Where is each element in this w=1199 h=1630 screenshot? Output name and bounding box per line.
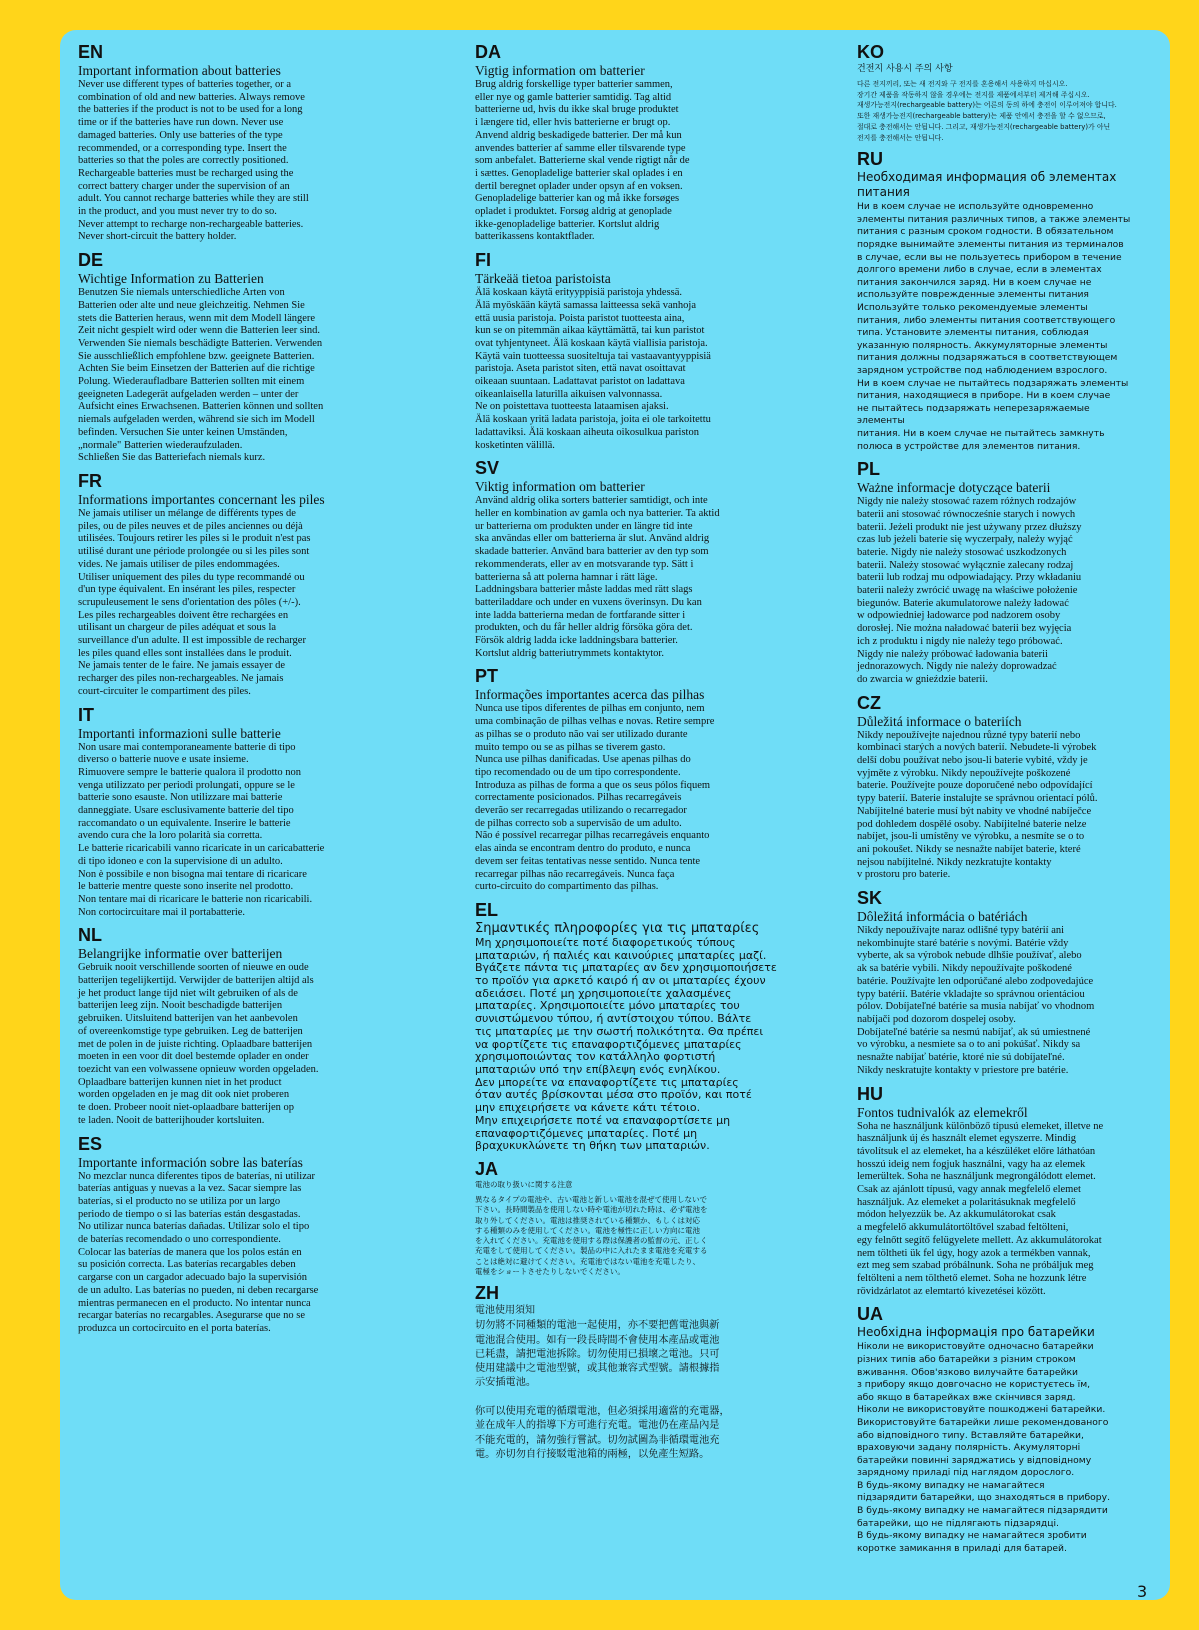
language-code: FR [78, 470, 102, 491]
language-code: PL [857, 459, 881, 480]
section-body: Använd aldrig olika sorters batterier samtidigt, och inte heller en kombination av gamla och nya batterier. Ta aktid ur batterierna om produkten under en längre tid inte ska användas eller om batterierna är slut. Använd aldrig skadade batterier. Använd bara batterier av den typ som rekommenderats, eller av en motsvarande typ. Sätt i batterierna så att polerna hamnar i rätt läge. Laddningsbara batterier måste laddas med rätt slags batteriladdare och under en vuxens överinsyn. Du kan inte ladda batterierna medan de fortfarande sitter i produkten, och du får heller aldrig försöka göra det. Försök aldrig ladda icke laddningsbara batterier. Kortslut aldrig batteriutrymmets kontaktytor. [475, 495, 720, 659]
language-code: EL [475, 899, 499, 920]
section-title: Ważne informacje dotyczące baterii [857, 480, 1051, 496]
section-body: Brug aldrig forskellige typer batterier sammen, eller nye og gamle batterier samtidig. Tag altid batterierne ud, hvis du ikke skal bruge produktet i længere tid, eller hvis batterierne er brugt op. Anvend aldrig beskadigede batterier. Der må kun anvendes batterier af samme eller tilsvarende type som anbefalet. Batterierne skal vende rigtigt når de i sættes. Genopladelige batterier skal oplades i en dertil beregnet oplader under opsyn af en voksen. Genopladelige batterier kan og må ikke forsøges opladet i produktet. Forsøg aldrig at genoplade ikke-genopladelige batterier. Kortslut aldrig batterikassens kontaktflader. [475, 79, 690, 243]
language-code: JA [475, 1158, 499, 1179]
section-ko [857, 42, 1139, 143]
section-title: Tärkeää tietoa paristoista [475, 271, 611, 287]
section-body: Nikdy nepoužívejte najednou různé typy baterií nebo kombinaci starých a nových baterií. Nebudete-li výrobek delší dobu používat nebo jsou-li baterie vybité, vždy je vyjměte z výrobku. Nikdy nepoužívejte poškozené baterie. Používejte pouze doporučené nebo odpovídající typy baterií. Baterie instalujte se správnou orientací pólů. Nabíjitelné baterie musí být nabity ve vhodné nabíječce pod dohledem dospělé osoby. Nabíjitelné baterie nelze nabíjet, jsou-li umístěny ve výrobku, a nesmíte se o to ani pokoušet. Nikdy se nesnažte nabíjet baterie, které nejsou nabíjitelné. Nikdy nezkratujte kontakty v prostoru pro baterie. [857, 729, 1098, 881]
section-body: Soha ne használjunk különböző típusú elemeket, illetve ne használjunk új és használt elemet egyszerre. Mindig távolítsuk el az elemeket, ha a készüléket előre láthatóan hosszú ideig nem fogjuk használni, vagy ha az elemek lemerültek. Soha ne használjunk megrongálódott elemet. Csak az ajánlott típusú, vagy annak megfelelő elemet használjuk. Az elemeket a polaritásuknak megfelelő módon helyezzük be. Az akkumulátorokat csak a megfelelő akkumulátortöltővel szabad feltölteni, egy felnőtt segítő felügyelete mellett. Az akkumulátorokat nem töltheti ük fel úgy, hogy azok a termékben vannak, ezt meg sem szabad próbálnunk. Soha ne próbáljuk meg feltölteni a nem tölthető elemet. Soha ne hozzunk létre rövidzárlatot az elemtartó kivezetései között. [857, 1120, 1104, 1297]
section-el [475, 900, 785, 1153]
section-body: 切勿將不同種類的電池一起使用，亦不要把舊電池與新 電池混合使用。如有一段長時間不會使用本產品或電池 已耗盡，請把電池拆除。切勿使用已損壞之電池。只可 使用建議中之電池型號，或其他兼容式型號。請根據指 示安插電池。 你可以使用充電的循環電池，但必須採用適當的充電器， 並在成年人的指導下方可進行充電。電池仍在產品內是 不能充電的，請勿強行嘗試。切勿試圖為非循環電池充 電。亦切勿自行接駁電池箱的兩極，以免產生短路。 [475, 1320, 730, 1460]
section-en [78, 42, 360, 244]
column-2 [475, 42, 785, 1468]
section-ru [857, 149, 1139, 453]
section-body: Never use different types of batteries together, or a combination of old and new batteries. Always remove the batteries if the product is not to be used for a long time or if the batteries have run down. Never use damaged batteries. Only use batteries of the type recommended, or a corresponding type. Insert the batteries so that the poles are correctly positioned. Rechargeable batteries must be recharged using the correct battery charger under the supervision of an adult. You cannot recharge batteries while they are still in the product, and you must never try to do so. Never attempt to recharge non-rechargeable batteries. Never short-circuit the battery holder. [78, 79, 309, 243]
language-code: SV [475, 458, 500, 479]
language-code: IT [78, 704, 94, 725]
section-title: Viktig information om batterier [475, 479, 645, 495]
section-da [475, 42, 785, 244]
section-title: Informations importantes concernant les piles [78, 491, 325, 507]
language-code: SK [857, 888, 883, 909]
section-title: Importanti informazioni sulle batterie [78, 725, 281, 741]
section-title: Wichtige Information zu Batterien [78, 271, 264, 287]
info-panel [60, 30, 1170, 1600]
section-body: Ne jamais utiliser un mélange de différents types de piles, ou de piles neuves et de piles anciennes ou déjà utilisées. Toujours retirer les piles si le produit n'est pas utilisé durant une période prolongée ou si les piles sont vides. Ne jamais utiliser de piles endommagées. Utiliser uniquement des piles du type recommandé ou d'un type équivalent. En insérant les piles, respecter scrupuleusement le sens d'orientation des pôles (+/-). Les piles rechargeables doivent être rechargées en utilisant un chargeur de piles adéquat et sous la surveillance d'un adulte. Il est impossible de recharger les piles quand elles sont installées dans le produit. Ne jamais tenter de le faire. Ne jamais essayer de recharger des piles non-rechargeables. Ne jamais court-circuiter le compartiment des piles. [78, 507, 311, 697]
section-body: 다른 전지끼리, 또는 새 전지와 구 전지를 혼용해서 사용하지 마십시오. 장기간 제품을 작동하지 않을 경우에는 전지를 제품에서부터 제거해 주십시오. 재생가능전지(rechargeable battery)는 어른의 동의 하에 충전이 이루어져야 합니다. 또한 재생가능전지(rechargeable battery)는 제품 안에서 충전을 할 수 없으므로, 절대로 충전해서는 안됩니다. 그리고, 재생가능전지(rechargeable battery)가 아닌 전지를 충전해서는 안됩니다. [857, 80, 1117, 142]
section-title: Important information about batteries [78, 63, 281, 78]
section-fi [475, 250, 785, 452]
section-ja [475, 1159, 785, 1277]
language-code: EN [78, 42, 104, 62]
section-title: Informações importantes acerca das pilhas [475, 687, 705, 703]
section-title: Belangrijke informatie over batterijen [78, 946, 283, 962]
section-title: Importante información sobre las baterías [78, 1154, 303, 1170]
section-body: Nikdy nepoužívajte naraz odlišné typy batérií ani nekombinujte staré batérie s novými. Batérie vždy vyberte, ak sa výrobok nebude dlhšie používať, alebo ak sa batérie vybili. Nikdy nepoužívajte poškodené batérie. Používajte len odporúčané alebo zodpovedajúce typy batérií. Batérie vkladajte so správnou orientáciou pólov. Dobíjateľné batérie sa musia nabíjať vo vhodnom nabíjači pod dozorom dospelej osoby. Dobíjateľné batérie sa nesmú nabíjať, ak sú umiestnené vo výrobku, a nesmiete sa o to ani pokúšať. Nikdy sa nesnažte nabíjať batérie, ktoré nie sú dobíjateľné. Nikdy neskratujte kontakty v priestore pre batérie. [857, 925, 1095, 1076]
section-title: 건전지 사용시 주의 사항 [857, 64, 953, 74]
section-body: Ни в коем случае не используйте одновременно элементы питания различных типов, а также элементы питания с разным сроком годности. В обязательном порядке вынимайте элементы питания из терминалов в случае, если вы не пользуетесь прибором в течение долгого времени либо в случае, если в элементах питания закончился заряд. Ни в коем случае не используйте поврежденные элементы питания Используйте только рекомендуемые элементы питания, либо элементы питания соответствующего типа. Установите элементы питания, соблюдая указанную полярность. Аккумуляторные элементы питания должны подзаряжаться в соответствующем зарядном устройстве под наблюдением взрослого. Ни в коем случае не пытайтесь подзаряжать элементы питания, находящиеся в приборе. Ни в коем случае не пытайтесь подзаряжать неперезаряжаемые элементы питания. Ни в коем случае не пытайтесь замкнуть полюса в устройстве для элементов питания. [857, 201, 1131, 452]
section-title: Důležitá informace o bateriích [857, 713, 1022, 729]
section-body: Nigdy nie należy stosować razem różnych rodzajów baterii ani stosować równocześnie starych i nowych baterii. Jeżeli produkt nie jest używany przez dłuższy czas lub jeżeli baterie się wyczerpały, należy wyjąć baterie. Nigdy nie należy stosować uszkodzonych baterii. Należy stosować wyłącznie zalecany rodzaj baterii lub rodzaj mu odpowiadający. Przy wkładaniu baterii należy zwrócić uwagę na właściwe położenie biegunów. Baterie akumulatorowe należy ładować w odpowiedniej ładowarce pod nadzorem osoby dorosłej. Nie można naładować baterii bez wyjęcia ich z produktu i nigdy nie należy tego próbować. Nigdy nie należy próbować ładowania baterii jednorazowych. Nigdy nie należy doprowadzać do zwarcia w gnieździe baterii. [857, 496, 1082, 685]
language-code: DA [475, 42, 501, 62]
section-de [78, 250, 360, 465]
section-title: Fontos tudnivalók az elemekről [857, 1104, 1028, 1120]
section-body: 異なるタイプの電池や、古い電池と新しい電池を混ぜて使用しないで 下さい。長時間製品を使用しない時や電池が切れた時は、必ず電池を 取り外してください。電池は推奨されている種類か、もしくは対応 する種類のみを使用してください。電池を極性に正しい方向に電池 を入れてください。充電池を使用する際は保護者の監督の元、正しく 充電をして使用してください。製品の中に入れたまま電池を充電する ことは絶対に避けてください。充電池ではない電池を充電したり、 電極をショートさせたりしないでください。 [475, 1194, 708, 1276]
section-body: Benutzen Sie niemals unterschiedliche Arten von Batterien oder alte und neue gleichzeitig. Nehmen Sie stets die Batterien heraus, wenn mit dem Modell längere Zeit nicht gespielt wird oder wenn die Batterien leer sind. Verwenden Sie niemals beschädigte Batterien. Verwenden Sie ausschließlich empfohlene bzw. geeignete Batterien. Achten Sie beim Einsetzen der Batterien auf die richtige Polung. Wiederaufladbare Batterien sollten mit einem geeigneten Ladegerät aufgeladen werden – unter der Aufsicht eines Erwachsenen. Batterien können und sollten niemals aufgeladen werden, während sie sich im Modell befinden. Versuchen Sie unter keinen Umständen, „normale" Batterien wiederaufzuladen. Schließen Sie das Batteriefach niemals kurz. [78, 287, 324, 464]
section-body: No mezclar nunca diferentes tipos de baterías, ni utilizar baterías antiguas y nuevas a la vez. Sacar siempre las baterías, si el producto no se utiliza por un largo periodo de tiempo o si las baterías están desgastadas. No utilizar nunca baterías dañadas. Utilizar solo el tipo de baterías recomendado o uno correspondiente. Colocar las baterías de manera que los polos están en su posición correcta. Las baterías recargables deben cargarse con un cargador adecuado bajo la supervisión de un adulto. Las baterías no pueden, ni deben recargarse mientras permanecen en el producto. No intentar nunca recargar baterías no recargables. Asegurarse que no se produzca un cortocircuito en el porta baterías. [78, 1170, 319, 1334]
language-code: CZ [857, 692, 881, 713]
column-1 [78, 42, 360, 1342]
language-code: KO [857, 42, 884, 62]
section-pl [857, 459, 1139, 687]
section-body: Nunca use tipos diferentes de pilhas em conjunto, nem uma combinação de pilhas velhas e novas. Retire sempre as pilhas se o produto não vai ser utilizado durante muito tempo ou se as pilhas se tiverem gasto. Nunca use pilhas danificadas. Use apenas pilhas do tipo recomendado ou de um tipo correspondente. Introduza as pilhas de forma a que os seus pólos fiquem correctamente posicionados. Pilhas recarregáveis deverão ser recarregadas utilizando o recarregador de pilhas correcto sob a supervisão de um adulto. Não é possível recarregar pilhas recarregáveis enquanto elas ainda se encontram dentro do produto, e nunca devem ser feitas tentativas nesse sentido. Nunca tente recarregar pilhas não recarregáveis. Nunca faça curto-circuito do compartimento das pilhas. [475, 703, 715, 893]
section-body: Μη χρησιμοποιείτε ποτέ διαφορετικούς τύπους μπαταριών, ή παλιές και καινούριες μπαταρίες μαζί. Βγάζετε πάντα τις μπαταρίες αν δεν χρησιμοποιήσετε το προϊόν για αρκετό καιρό ή αν οι μπαταρίες έχουν αδειάσει. Ποτέ μη χρησιμοποιείτε χαλασμένες μπαταρίες. Χρησιμοποιείτε μόνο μπαταρίες του συνιστώμενου τύπου, ή αντίστοιχου τύπου. Βάλτε τις μπαταρίες με την σωστή πολικότητα. Θα πρέπει να φορτίζετε τις επαναφορτιζόμενες μπαταρίες χρησιμοποιώντας τον κατάλληλο φορτιστή μπαταριών υπό την επίβλεψη ενός ενηλίκου. Δεν μπορείτε να επαναφορτίζετε τις μπαταρίες όταν αυτές βρίσκονται μέσα στο προϊόν, και ποτέ μην επιχειρήσετε να κάνετε κάτι τέτοιο. Μην επιχειρήσετε ποτέ να επαναφορτίσετε μη επαναφορτιζόμενες μπαταρίες. Ποτέ μη βραχυκυκλώνετε τη θήκη των μπαταριών. [475, 935, 777, 1153]
language-code: DE [78, 250, 104, 271]
language-code: PT [475, 666, 499, 687]
section-it [78, 705, 360, 920]
language-code: ES [78, 1133, 103, 1154]
section-fr [78, 471, 360, 699]
column-3 [857, 42, 1139, 1561]
section-hu [857, 1084, 1139, 1299]
section-title: Dôležitá informácia o batériách [857, 909, 1028, 925]
language-code: ZH [475, 1283, 499, 1304]
language-code: NL [78, 925, 102, 946]
section-zh [475, 1283, 785, 1462]
language-code: HU [857, 1083, 883, 1104]
section-sv [475, 458, 785, 660]
section-title: 電池使用須知 [475, 1305, 535, 1317]
language-code: RU [857, 149, 883, 170]
section-ua [857, 1304, 1139, 1555]
section-title: Vigtig information om batterier [475, 63, 645, 78]
section-title: Необходимая информация об элементах питания [857, 170, 1117, 200]
page-number: 3 [1137, 1582, 1148, 1601]
section-body: Ніколи не використовуйте одночасно батарейки різних типів або батарейки з різним строком вживання. Обов'язково вилучайте батарейки з прибору якщо довгочасно не користуєтесь їм, або якщо в батарейках вже скінчився заряд. Ніколи не використовуйте пошкоджені батарейки. Використовуйте батарейки лише рекомендованого або відповідного типу. Вставляйте батарейки, враховуючи задану полярність. Акумуляторні батарейки повинні заряджатись у відповідному зарядному приладі під наглядом дорослого. В будь-якому випадку не намагайтеся підзарядити батарейки, що знаходяться в прибору. В будь-якому випадку не намагайтеся підзарядити батарейки, що не підлягають підзарядці. В будь-якому випадку не намагайтеся зробити коротке замикання в приладі для батарей. [857, 1341, 1110, 1554]
section-title: Σημαντικές πληροφορίες για τις μπαταρίες [475, 920, 760, 936]
section-nl [78, 925, 360, 1127]
language-code: FI [475, 250, 491, 271]
section-title: Необхідна інформація про батарейки [857, 1325, 1095, 1340]
section-pt [475, 666, 785, 894]
section-title: 電池の取り扱いに関する注意 [475, 1179, 573, 1189]
section-es [78, 1134, 360, 1336]
section-body: Älä koskaan käytä erityyppisiä paristoja yhdessä. Älä myöskään käytä samassa laitteessa sekä vanhoja että uusia paristoja. Poista paristot tuotteesta aina, kun se on pitemmän aikaa käyttämättä, tai kun paristot ovat tyhjentyneet. Älä koskaan käytä viallisia paristoja. Käytä vain tuotteessa suositeltuja tai vastaavantyyppisiä paristoja. Aseta paristot siten, että navat osoittavat oikeaan suuntaan. Ladattavat paristot on ladattava oikeanlaisella laturilla aikuisen valvonnassa. Ne on poistettava tuotteesta lataamisen ajaksi. Älä koskaan yritä ladata paristoja, joita ei ole tarkoitettu ladattaviksi. Älä koskaan aiheuta oikosulkua pariston kosketinten välillä. [475, 287, 711, 451]
section-body: Gebruik nooit verschillende soorten of nieuwe en oude batterijen tegelijkertijd. Verwijder de batterijen altijd als je het product lange tijd niet wilt gebruiken of als de batterijen leeg zijn. Nooit beschadigde batterijen gebruiken. Uitsluitend batterijen van het aanbevolen of overeenkomstige type gebruiken. Leg de batterijen met de polen in de juiste richting. Oplaadbare batterijen moeten in een voor dit doel bestemde oplader en onder toezicht van een volwassene opnieuw worden opgeladen. Oplaadbare batterijen kunnen niet in het product worden opgeladen en je mag dit ook niet proberen te doen. Probeer nooit niet-oplaadbare batterijen op te laden. Nooit de batterijhouder kortsluiten. [78, 962, 319, 1126]
section-sk [857, 888, 1139, 1077]
section-cz [857, 693, 1139, 882]
section-body: Non usare mai contemporaneamente batterie di tipo diverso o batterie nuove e usate insieme. Rimuovere sempre le batterie qualora il prodotto non venga utilizzato per periodi prolungati, oppure se le batterie sono esauste. Non utilizzare mai batterie danneggiate. Usare esclusivamente batterie del tipo raccomandato o un equivalente. Inserire le batterie avendo cura che la loro polarità sia corretta. Le batterie ricaricabili vanno ricaricate in un caricabatterie di tipo idoneo e con la supervisione di un adulto. Non è possibile e non bisogna mai tentare di ricaricare le batterie mentre queste sono inserite nel prodotto. Non tentare mai di ricaricare le batterie non ricaricabili. Non cortocircuitare mai il portabatterie. [78, 741, 325, 918]
language-code: UA [857, 1304, 883, 1325]
